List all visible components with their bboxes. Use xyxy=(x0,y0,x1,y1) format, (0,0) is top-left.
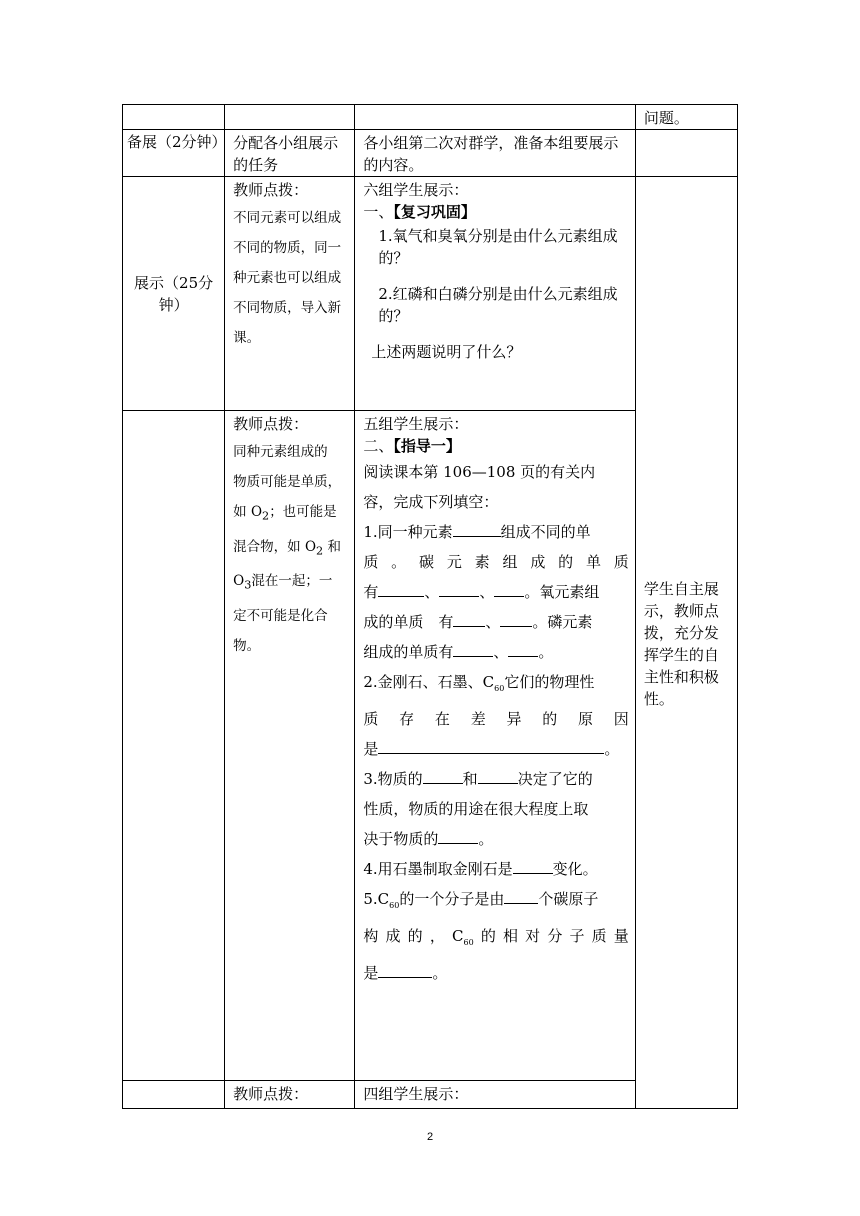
blank xyxy=(453,612,485,627)
cell-r0-c4 xyxy=(635,105,737,130)
text: 决于物质的 xyxy=(363,830,439,848)
cell-r0-c3 xyxy=(355,105,635,130)
reading-instruction xyxy=(363,457,628,517)
text: 。氧元素组 xyxy=(524,583,600,601)
text: ；也可能是 xyxy=(269,504,337,520)
cell-r0-c1 xyxy=(123,105,225,130)
text: 4.用石墨制取金刚石是 xyxy=(363,860,513,878)
table-row xyxy=(123,130,738,177)
tip-line: 同种元素组成的 xyxy=(233,444,328,460)
group-title: 六组学生展示： xyxy=(363,181,469,199)
text: 构成的，C xyxy=(363,927,464,945)
text: 5.C xyxy=(363,890,390,908)
fill-item-2 xyxy=(363,667,628,764)
stage-label: 展示（25分钟） xyxy=(134,273,214,314)
cell-design-intent xyxy=(635,177,737,1109)
tip-line: 定不可能是化合 xyxy=(233,608,328,625)
fill-item-3 xyxy=(363,764,628,854)
cell-group6 xyxy=(355,177,635,411)
blank xyxy=(453,522,501,537)
text: 3.物质的 xyxy=(363,770,423,788)
text: 。 xyxy=(432,964,448,982)
blank xyxy=(513,859,553,874)
text: 有 xyxy=(363,583,379,601)
question-1: 1.氧气和臭氧分别是由什么元素组成的？ xyxy=(378,227,618,267)
blank xyxy=(378,739,604,754)
text: O xyxy=(233,573,245,590)
blank xyxy=(439,582,479,597)
cell-teacher-tip-3 xyxy=(225,1081,355,1109)
tip-line xyxy=(233,497,348,532)
table-row xyxy=(123,105,738,130)
fill-item-4 xyxy=(363,854,628,884)
subscript: 2 xyxy=(262,509,270,523)
question-2: 2.红磷和白磷分别是由什么元素组成的？ xyxy=(378,285,618,325)
text: 、 xyxy=(493,643,509,661)
text: 成的单质 有 xyxy=(363,613,454,631)
fill-item-1 xyxy=(363,517,628,667)
blank xyxy=(504,889,538,904)
blank xyxy=(423,769,463,784)
page-number: 2 xyxy=(426,1131,434,1143)
question-3: 上述两题说明了什么？ xyxy=(371,343,522,361)
text: 和 xyxy=(323,538,341,555)
tip-title: 教师点拨： xyxy=(233,1085,309,1103)
cell-r3-c1 xyxy=(123,411,225,1081)
text: 是 xyxy=(363,740,379,758)
text: 1.同一种元素 xyxy=(363,523,453,541)
text: 、 xyxy=(479,583,495,601)
tip-line: 物质可能是单质， xyxy=(233,474,342,490)
teacher-activity: 分配各小组展示的任务 xyxy=(233,134,339,174)
stage-label: 备展（2分钟） xyxy=(127,133,227,151)
text-line: 容，完成下列填空： xyxy=(363,493,499,511)
text: 如 O xyxy=(233,504,263,520)
cell-r1-c4 xyxy=(635,130,737,177)
text: 它们的物理性 xyxy=(504,673,595,691)
subscript: 60 xyxy=(389,901,400,910)
blank xyxy=(438,829,478,844)
text: 。 xyxy=(478,830,494,848)
tip-body: 不同元素可以组成不同的物质，同一种元素也可以组成不同物质，导入新课。 xyxy=(233,210,342,346)
lesson-plan-table xyxy=(122,104,738,1109)
text: 质存在差异的原因 xyxy=(363,710,629,728)
text: 混在一起；一 xyxy=(251,573,333,590)
cell-student-prep xyxy=(355,130,635,177)
tip-line: 物。 xyxy=(233,638,261,655)
text: 个碳原子 xyxy=(538,890,599,908)
group-title: 五组学生展示： xyxy=(363,415,469,433)
text: 是 xyxy=(363,964,379,982)
subscript: 3 xyxy=(244,579,252,593)
text: 、 xyxy=(485,613,501,631)
section-prefix: 一、 xyxy=(363,203,394,221)
design-intent-text: 学生自主展示，教师点拨，充分发挥学生的自主性和积极性。 xyxy=(643,579,719,708)
text-line: 阅读课本第 106—108 页的有关内 xyxy=(363,463,596,481)
section-label: 【指导一】 xyxy=(393,437,461,455)
text: 变化。 xyxy=(552,860,598,878)
blank xyxy=(500,612,532,627)
blank xyxy=(378,963,432,978)
subscript: 60 xyxy=(494,684,505,693)
text: 、 xyxy=(424,583,440,601)
tip-line xyxy=(233,532,348,567)
tip-line xyxy=(233,566,348,601)
cell-r4-c1 xyxy=(123,1081,225,1109)
text: 混合物，如 O xyxy=(233,538,317,555)
text: 决定了它的 xyxy=(517,770,593,788)
cell-group4 xyxy=(355,1081,635,1109)
text: 。磷元素 xyxy=(532,613,593,631)
text: 组成的单质有 xyxy=(363,643,454,661)
section-prefix: 二、 xyxy=(363,437,394,455)
student-activity: 各小组第二次对群学，准备本组要展示的内容。 xyxy=(363,134,619,174)
text: 。 xyxy=(604,740,620,758)
text: 。 xyxy=(538,643,554,661)
section-label: 【复习巩固】 xyxy=(393,203,476,221)
cell-teacher-tip-2 xyxy=(225,411,355,1081)
blank xyxy=(478,769,518,784)
text: 组成不同的单 xyxy=(500,523,591,541)
cell-group5 xyxy=(355,411,635,1081)
cell-stage-prep xyxy=(123,130,225,177)
subscript: 2 xyxy=(316,544,324,558)
cell-r0-c2 xyxy=(225,105,355,130)
tip-body xyxy=(233,437,348,661)
table-row xyxy=(123,177,738,411)
text: 质。碳元素组成的单质 xyxy=(363,553,629,571)
fill-item-5 xyxy=(363,884,628,988)
blank xyxy=(494,582,524,597)
subscript: 60 xyxy=(463,938,474,947)
tip-title: 教师点拨： xyxy=(233,181,309,199)
text: 的相对分子质量 xyxy=(473,927,629,945)
cell-stage-show xyxy=(123,177,225,411)
text: 性质，物质的用途在很大程度上取 xyxy=(363,800,589,818)
text: 和 xyxy=(462,770,478,788)
text: 2.金刚石、石墨、C xyxy=(363,673,495,691)
blank xyxy=(453,642,493,657)
text: 的一个分子是由 xyxy=(399,890,505,908)
tip-title: 教师点拨： xyxy=(233,415,309,433)
cell-teacher-tip-1 xyxy=(225,177,355,411)
group-title: 四组学生展示： xyxy=(363,1085,469,1103)
cell-text: 问题。 xyxy=(643,109,689,127)
blank xyxy=(508,642,538,657)
cell-teacher-prep xyxy=(225,130,355,177)
blank xyxy=(378,582,424,597)
